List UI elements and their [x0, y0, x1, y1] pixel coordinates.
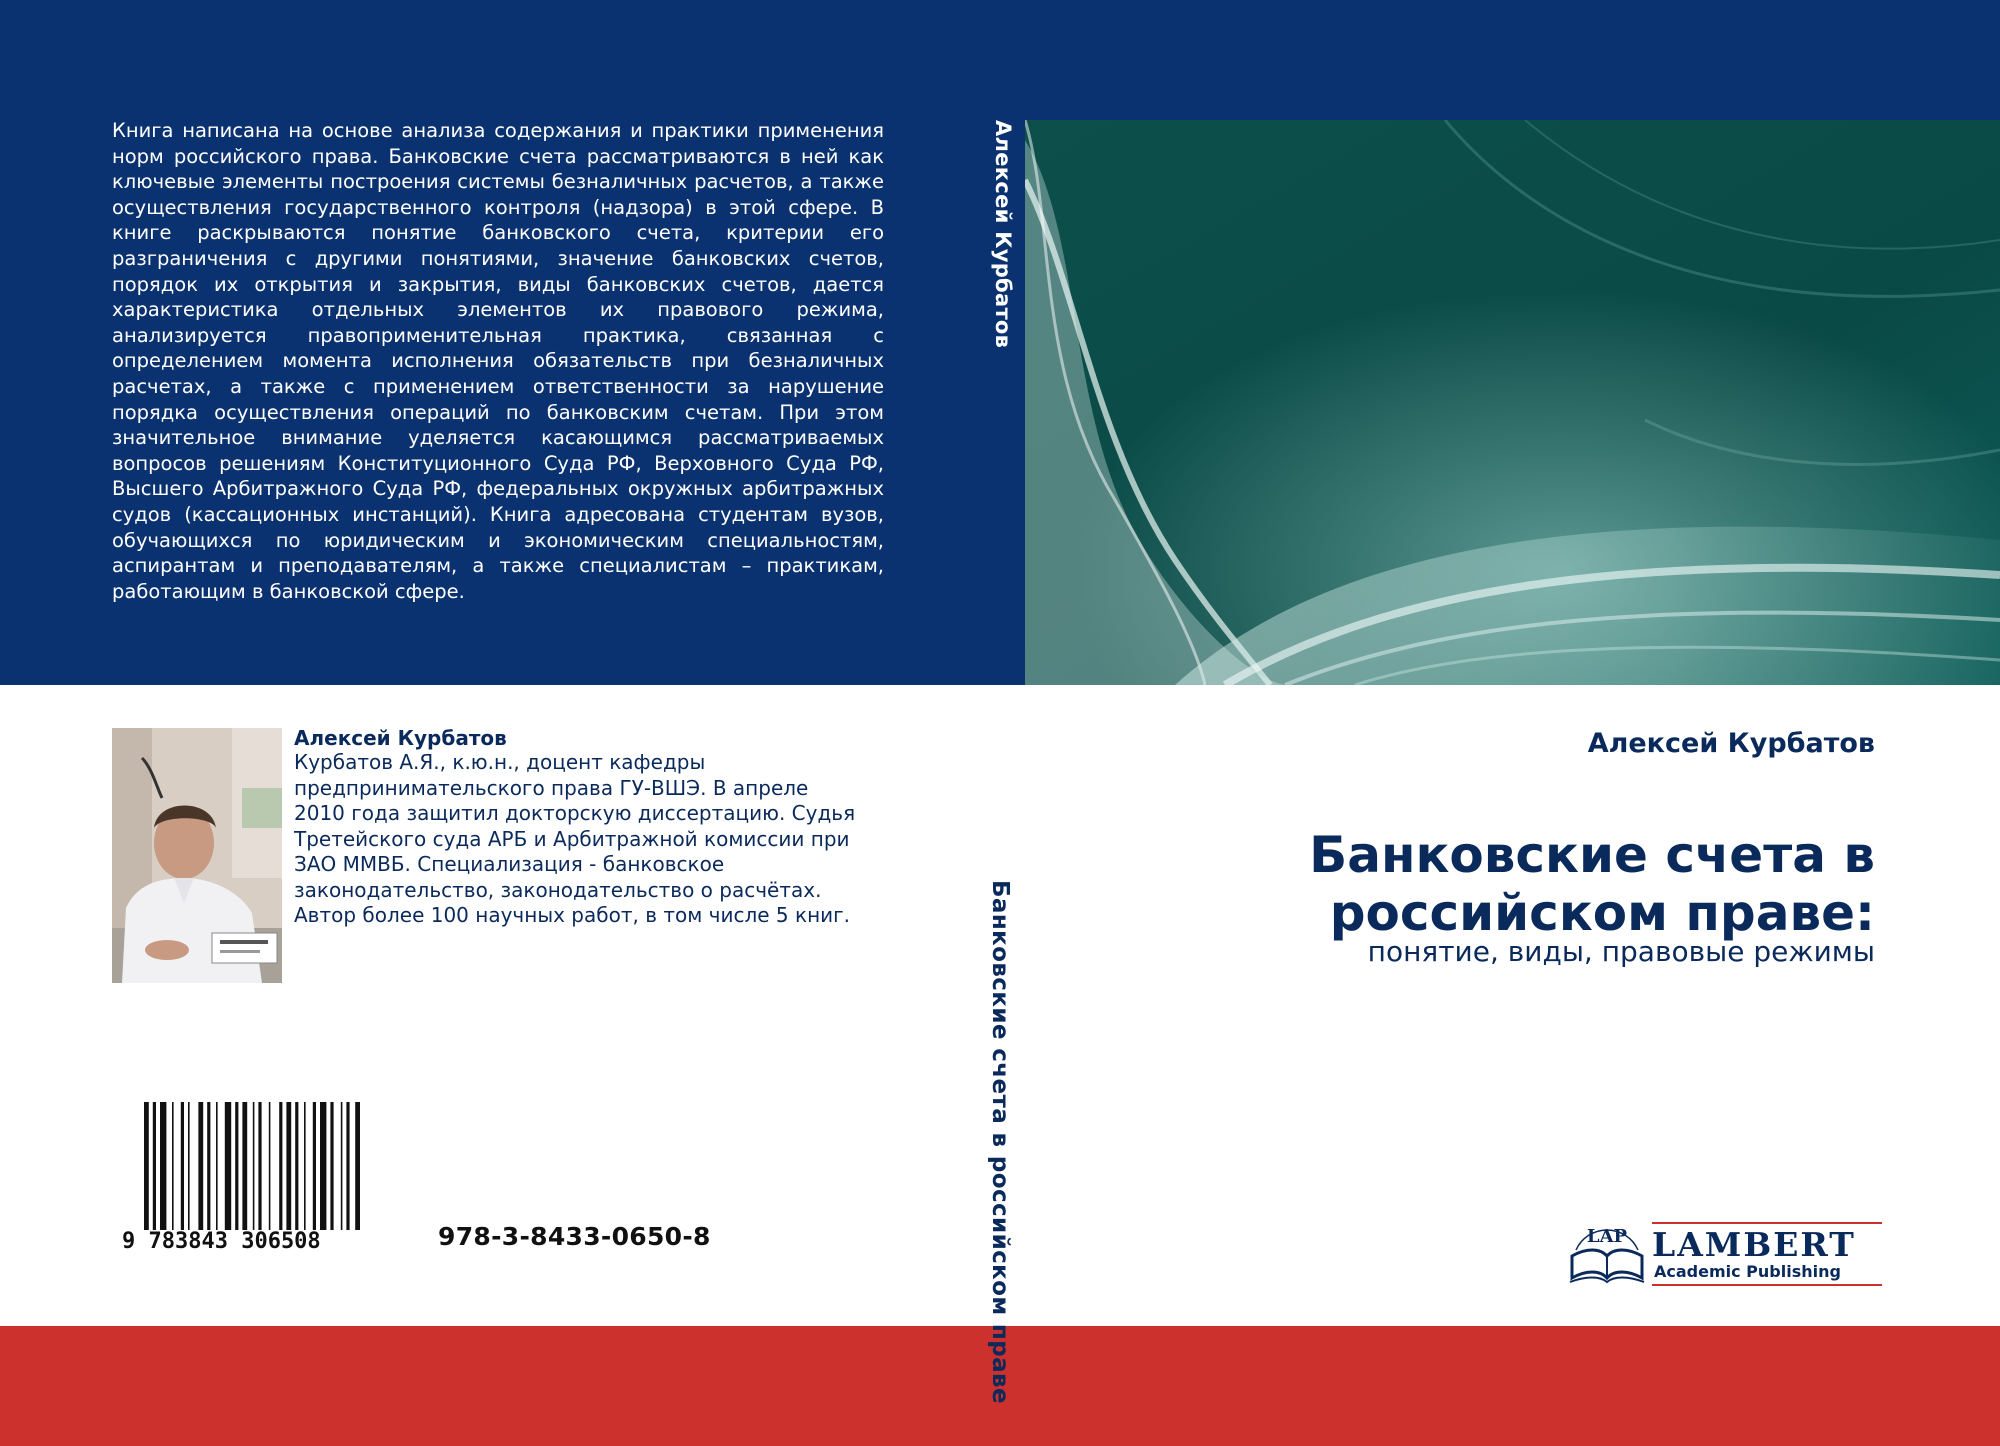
barcode-bar	[198, 1102, 203, 1230]
barcode-bar	[279, 1102, 282, 1230]
barcode-bar	[216, 1102, 218, 1230]
bio-text: Курбатов А.Я., к.ю.н., доцент кафедры предпринимательского права ГУ-ВШЭ. В апреле 2010 года защитил докторскую диссертацию. Судья Третейского суда АРБ и Арбитражной комиссии при ЗАО ММВБ. Специализация - банковское законодательство, законодательство о расчётах. Автор более 100 научных работ, в том числе 5 книг.	[294, 750, 856, 927]
barcode-bar	[258, 1102, 261, 1230]
barcode-bar	[355, 1102, 360, 1230]
isbn: 978-3-8433-0650-8	[438, 1222, 711, 1251]
barcode-bar	[181, 1102, 184, 1230]
barcode-bar	[207, 1102, 210, 1230]
barcode-bar	[153, 1102, 156, 1230]
barcode-bar	[320, 1102, 326, 1230]
barcode-bar	[235, 1102, 238, 1230]
barcode-bar	[225, 1102, 231, 1230]
book-icon	[1566, 1220, 1648, 1288]
barcode-bar	[346, 1102, 349, 1230]
publisher-name: LAMBERT	[1652, 1225, 1856, 1264]
barcode-digits: 9 783843 306508	[122, 1229, 321, 1254]
publisher-rule-bottom	[1652, 1284, 1882, 1286]
back-cover-blurb: Книга написана на основе анализа содержания и практики применения норм российского права. Банковские счета рассматриваются в ней как ключевые элементы построения системы безналичных расчетов, а также осуществления государственного контроля (надзора) в этой сфере. В книге раскрываются понятие банковского счета, критерии его разграничения с другими понятиями, значение банковских счетов, порядок их открытия и закрытия, виды банковских счетов, дается характеристика отдельных элементов их правового режима, анализируется правоприменительная практика, связанная с определением момента исполнения обязательств при безналичных расчетах, а также с применением ответственности за нарушение порядка осуществления операций по банковским счетам. При этом значительное внимание уделяется касающимся рассматриваемых вопросов решениям Конституционного Суда РФ, Верховного Суда РФ, Высшего Арбитражного Суда РФ, федеральных окружных арбитражных судов (кассационных инстанций). Книга адресована студентам вузов, обучающихся по юридическим и экономическим специальностям, аспирантам и преподавателям, а также специалистам – практикам, работающим в банковской сфере.	[112, 119, 884, 603]
book-title: Банковские счета в российском праве:	[1309, 826, 1875, 942]
barcode-bar	[160, 1102, 166, 1230]
front-cover-artwork	[1025, 120, 2000, 685]
barcode-bar	[313, 1102, 316, 1230]
barcode-bar	[295, 1102, 298, 1230]
barcode-bar	[330, 1102, 333, 1230]
barcode-bar	[188, 1102, 190, 1230]
author-photo	[112, 728, 282, 983]
bio-author-name: Алексей Курбатов	[294, 726, 507, 750]
publisher-logo-text: LAP	[1586, 1226, 1628, 1247]
barcode-bar	[144, 1102, 149, 1230]
barcode-bar	[269, 1102, 271, 1230]
barcode-bar	[242, 1102, 247, 1230]
barcode-bar	[341, 1102, 343, 1230]
barcode	[120, 1098, 410, 1258]
barcode-bar	[286, 1102, 291, 1230]
publisher-logo	[1566, 1220, 1886, 1290]
publisher-rule-top	[1652, 1222, 1882, 1224]
barcode-bar	[172, 1102, 174, 1230]
publisher-subname: Academic Publishing	[1654, 1262, 1841, 1281]
spine-author: Алексей Курбатов	[991, 120, 1015, 349]
barcode-bar	[253, 1102, 255, 1230]
book-subtitle: понятие, виды, правовые режимы	[1367, 935, 1875, 968]
spine-title: Банковские счета в российском праве	[987, 880, 1013, 1404]
barcode-bar	[304, 1102, 306, 1230]
front-author: Алексей Курбатов	[1587, 728, 1875, 759]
